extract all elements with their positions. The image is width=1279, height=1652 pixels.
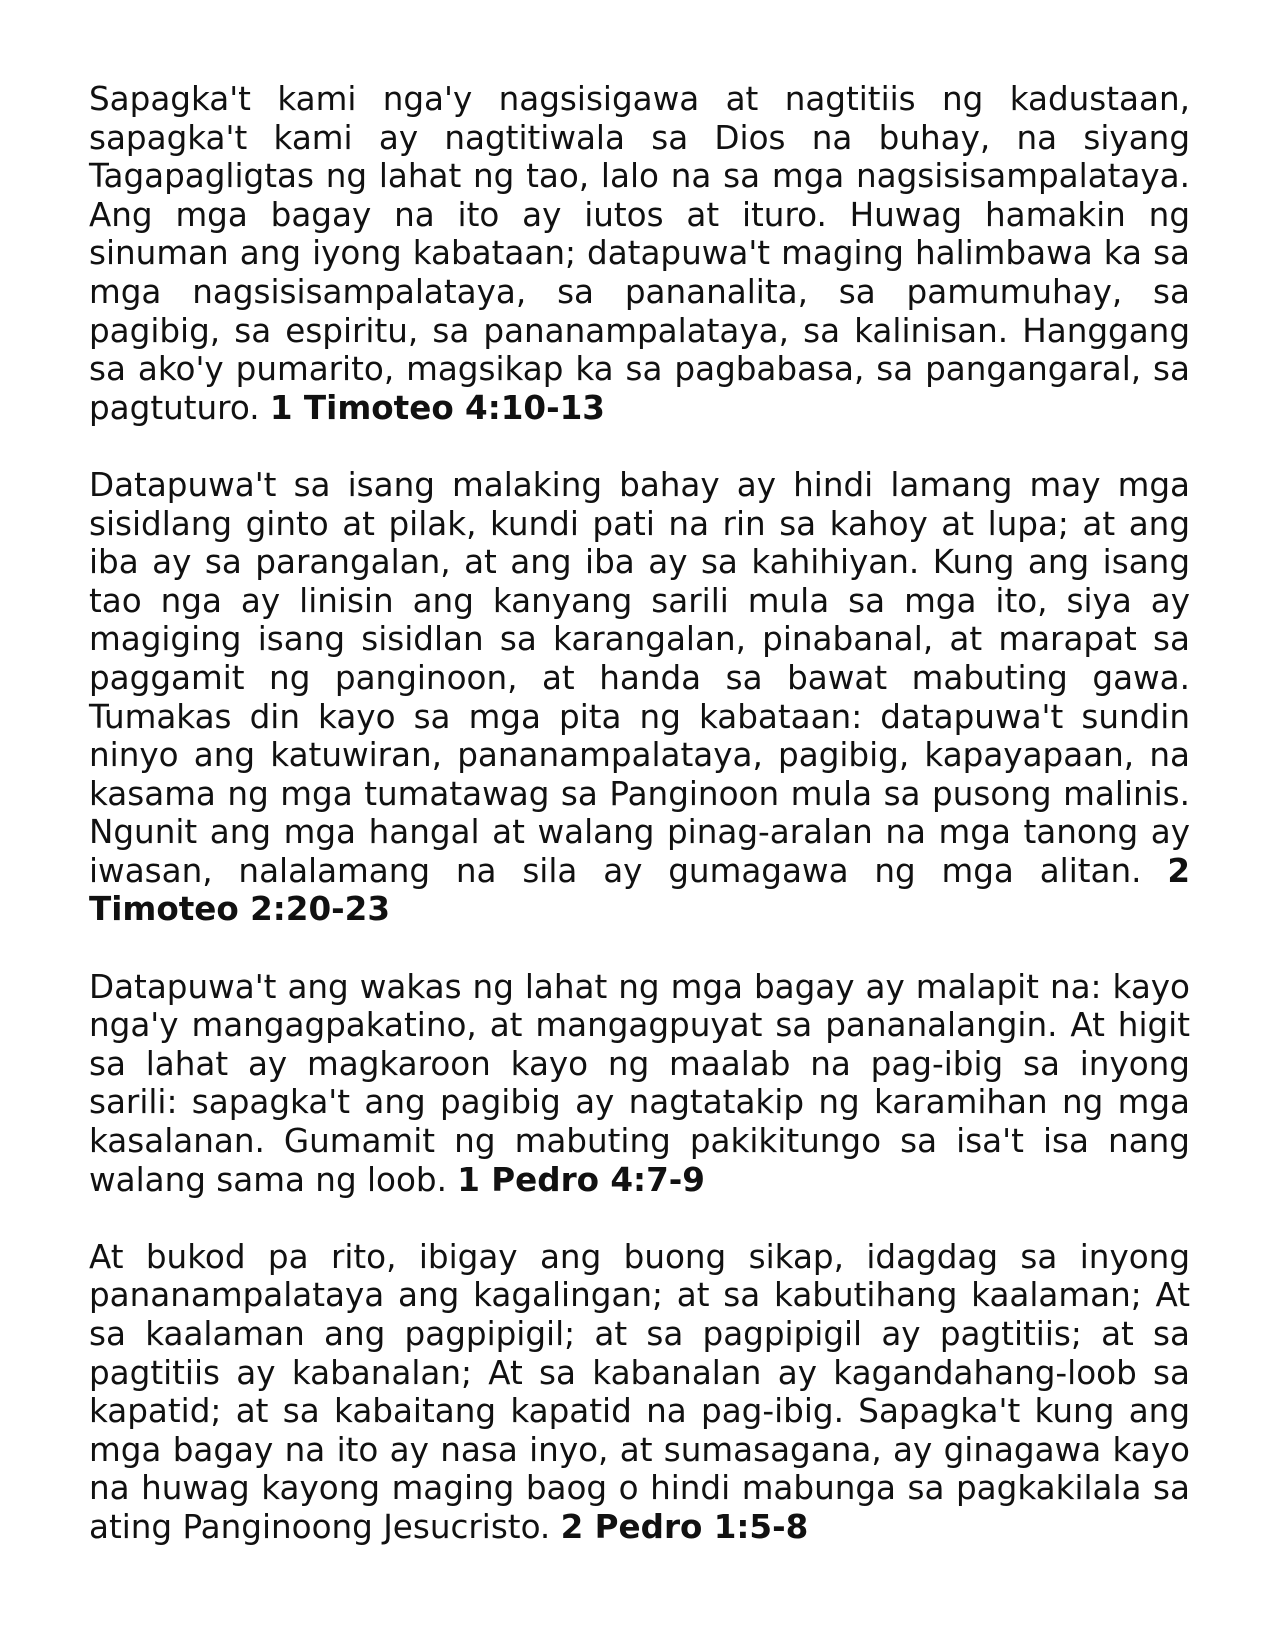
- passage-text: Sapagka't kami nga'y nagsisigawa at nagtitiis ng kadustaan, sapagka't kami ay nagtitiwala sa Dios na buhay, na siyang Tagapagligtas ng lahat ng tao, lalo na sa mga nagsisisampalataya. Ang mga bagay na ito ay iutos at ituro. Huwag hamakin ng sinuman ang iyong kabataan; datapuwa't maging halimbawa ka sa mga nagsisisampalataya, sa pananalita, sa pamumuhay, sa pagibig, sa espiritu, sa pananampalataya, sa kalinisan. Hanggang sa ako'y pumarito, magsikap ka sa pagbabasa, sa pangangaral, sa pagtuturo.: [89, 80, 1190, 427]
- passage-text: Datapuwa't sa isang malaking bahay ay hindi lamang may mga sisidlang ginto at pilak, kundi pati na rin sa kahoy at lupa; at ang iba ay sa parangalan, at ang iba ay sa kahihiyan. Kung ang isang tao nga ay linisin ang kanyang sarili mula sa mga ito, siya ay magiging isang sisidlan sa karangalan, pinabanal, at marapat sa paggamit ng panginoon, at handa sa bawat mabuting gawa. Tumakas din kayo sa mga pita ng kabataan: datapuwa't sundin ninyo ang katuwiran, pananampalataya, pagibig, kapayapaan, na kasama ng mga tumatawag sa Panginoon mula sa pusong malinis. Ngunit ang mga hangal at walang pinag-aralan na mga tanong ay iwasan, nalalamang na sila ay gumagawa ng mga alitan.: [89, 465, 1190, 890]
- bible-reference: 1 Pedro 4:7-9: [457, 1160, 705, 1199]
- document-page: [89, 80, 1190, 1547]
- bible-reference: 1 Timoteo 4:10-13: [269, 388, 605, 427]
- passage-text: At bukod pa rito, ibigay ang buong sikap, idagdag sa inyong pananampalataya ang kagalingan; at sa kabutihang kaalaman; At sa kaalaman ang pagpipigil; at sa pagpipigil ay pagtitiis; at sa pagtitiis ay kabanalan; At sa kabanalan ay kagandahang-loob sa kapatid; at sa kabaitang kapatid na pag-ibig. Sapagka't kung ang mga bagay na ito ay nasa inyo, at sumasagana, ay ginagawa kayo na huwag kayong maging baog o hindi mabunga sa pagkakilala sa ating Panginoong Jesucristo.: [89, 1237, 1190, 1546]
- passage-1: [89, 80, 1190, 427]
- passage-text: Datapuwa't ang wakas ng lahat ng mga bagay ay malapit na: kayo nga'y mangagpakatino, at mangagpuyat sa pananalangin. At higit sa lahat ay magkaroon kayo ng maalab na pag-ibig sa inyong sarili: sapagka't ang pagibig ay nagtatakip ng karamihan ng mga kasalanan. Gumamit ng mabuting pakikitungo sa isa't isa nang walang sama ng loob.: [89, 967, 1190, 1199]
- bible-reference: 2 Timoteo 2:20-23: [89, 851, 1191, 929]
- passage-2: [89, 466, 1190, 929]
- passage-3: [89, 968, 1190, 1200]
- bible-reference: 2 Pedro 1:5-8: [560, 1507, 809, 1546]
- passage-4: [89, 1238, 1190, 1547]
